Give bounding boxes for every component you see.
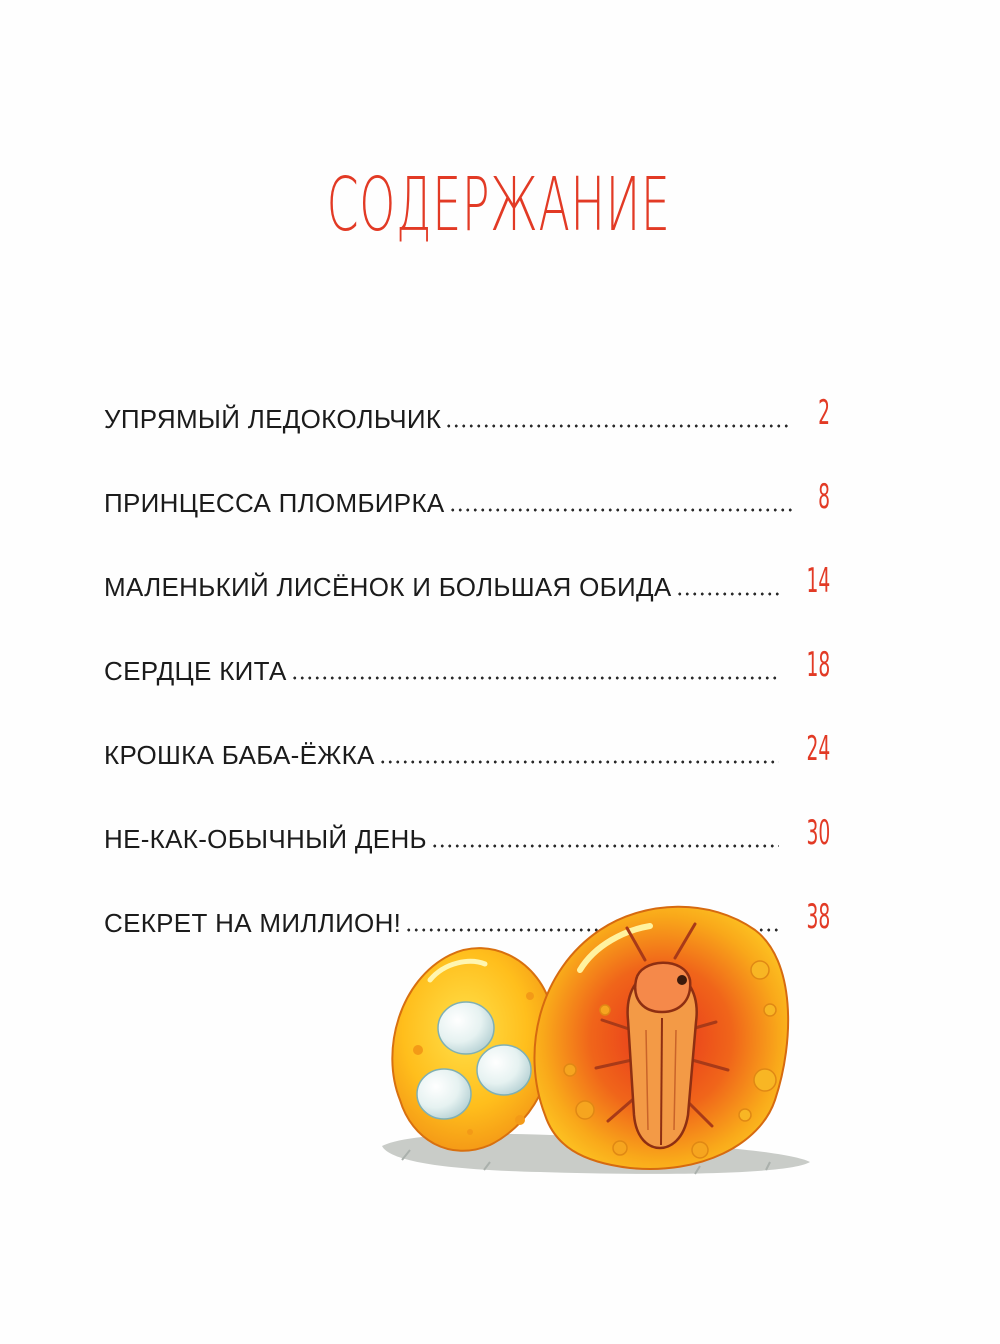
- toc-entry[interactable]: [104, 772, 830, 856]
- toc-page-number: 38: [806, 897, 830, 937]
- toc-entry[interactable]: [104, 520, 830, 604]
- toc-entry-title: СЕРДЦЕ КИТА: [104, 656, 287, 686]
- toc-page-number: 2: [818, 393, 830, 433]
- toc-entry[interactable]: [104, 352, 830, 436]
- toc-entry[interactable]: [104, 688, 830, 772]
- toc-entry-title: ПРИНЦЕССА ПЛОМБИРКА: [104, 488, 445, 518]
- table-of-contents: [104, 352, 830, 940]
- amber-stone-with-pearls: [392, 948, 554, 1151]
- toc-entry-title: МАЛЕНЬКИЙ ЛИСЁНОК И БОЛЬШАЯ ОБИДА: [104, 572, 672, 602]
- toc-dot-leader: [379, 760, 779, 764]
- toc-dot-leader: [431, 844, 779, 848]
- toc-entry[interactable]: [104, 436, 830, 520]
- toc-entry-title: СЕКРЕТ НА МИЛЛИОН!: [104, 908, 402, 938]
- pearl: [417, 1069, 471, 1119]
- toc-dot-leader: [445, 424, 792, 428]
- amber-stones-illustration: [370, 900, 820, 1190]
- toc-dot-leader: [291, 676, 779, 680]
- toc-page-number: 30: [806, 813, 830, 853]
- toc-page-number: 24: [806, 729, 830, 769]
- toc-entry-title: УПРЯМЫЙ ЛЕДОКОЛЬЧИК: [104, 404, 442, 434]
- pearl: [438, 1002, 494, 1054]
- toc-page-number: 14: [806, 561, 830, 601]
- toc-dot-leader: [449, 508, 792, 512]
- toc-entry-title: НЕ-КАК-ОБЫЧНЫЙ ДЕНЬ: [104, 824, 427, 854]
- toc-page-number: 18: [806, 645, 830, 685]
- pearl: [477, 1045, 531, 1095]
- toc-page-number: 8: [818, 477, 830, 517]
- toc-entry-title: КРОШКА БАБА-ЁЖКА: [104, 740, 375, 770]
- toc-dot-leader: [676, 592, 779, 596]
- page-title: СОДЕРЖАНИЕ: [326, 162, 671, 248]
- toc-entry[interactable]: [104, 604, 830, 688]
- amber-stone-with-beetle: [534, 907, 788, 1169]
